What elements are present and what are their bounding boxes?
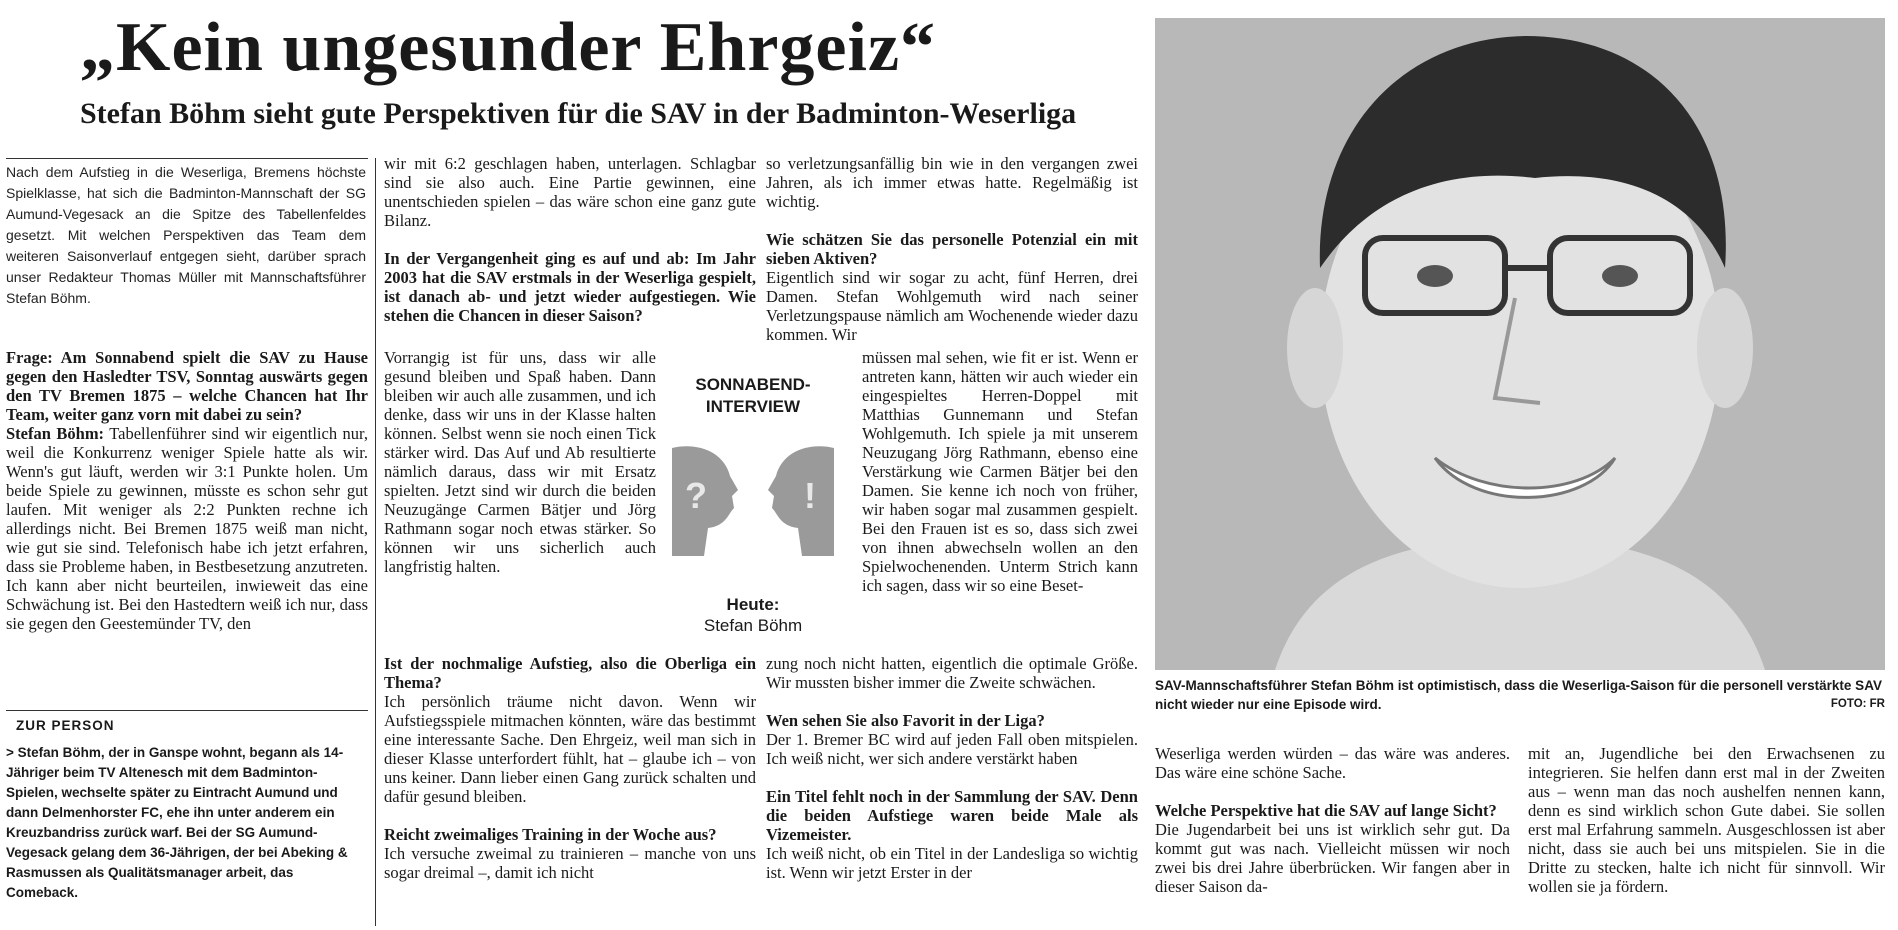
question-mark-glyph: ? [685, 475, 707, 516]
interview-today-label: Heute: [726, 595, 780, 614]
answer-8: Die Jugendarbeit bei uns ist wirklich sehr gut. Da kommt gut was nach. Vielleicht müssen wir noch zwei bis drei Jahre überbrücken. Wir fangen aber in dieser Saison da- [1155, 820, 1510, 896]
interview-box-today [668, 594, 838, 636]
column-4 [1155, 744, 1510, 896]
head-right-silhouette [768, 446, 834, 556]
person-box-text: > Stefan Böhm, der in Ganspe wohnt, begann als 14-Jähriger beim TV Altenesch mit dem Badminton-Spielen, wechselte später zu Eintracht Aumund und dann Delmenhorster FC, ehe ihn unter anderem ein Kreuzbandriss zurück warf. Bei der SG Aumund-Vegesack gelang dem 36-Jährigen, der bei Abeking & Rasmussen als Qualitätsmanager arbeit, das Comeback. [6, 745, 348, 900]
interview-today-name: Stefan Böhm [703, 616, 803, 635]
answer-4: Ich versuche zweimal zu trainieren – manche von uns sogar dreimal –, damit ich nicht [384, 844, 756, 882]
column-3-bottom [766, 654, 1138, 882]
question-1: Frage: Am Sonnabend spielt die SAV zu Hause gegen den Hasledter TSV, Sonntag auswärts gegen den TV Bremen 1875 – welche Chancen hat Ihr Team, weiter ganz vorn mit dabei zu sein? [6, 348, 368, 424]
portrait-illustration [1155, 18, 1885, 670]
person-box [6, 718, 361, 903]
speaker-label: Stefan Böhm: [6, 424, 105, 443]
column-2-bottom [384, 654, 756, 882]
answer-4-continued: so verletzungsanfällig bin wie in den vergangen zwei Jahren, als ich immer etwas hatte. Regelmäßig ist wichtig. [766, 154, 1138, 211]
column-rule-1 [375, 158, 376, 926]
answer-5-side: müssen mal sehen, wie fit er ist. Wenn er antreten kann, hätten wir auch wieder ein eingespieltes Herren-Doppel mit Matthias Gunnemann und Stefan Wohlgemuth. Ich spiele ja mit unserem Neuzugang Jörg Rathmann, ebenso eine Verstärkung wie Carmen Bätjer bei den Damen. Sie kenne ich noch von früher, wir haben sogar mal zusammen gespielt. Bei den Frauen ist es so, dass sich zwei von ihnen abwechseln wollen an den Spielwochenenden. Unterm Strich kann ich sagen, dass wir so eine Beset- [862, 348, 1138, 595]
question-5: Wie schätzen Sie das personelle Potenzial ein mit sieben Aktiven? [766, 230, 1138, 268]
photo-caption [1155, 676, 1885, 714]
answer-2: Vorrangig ist für uns, dass wir alle gesund bleiben und Spaß haben. Dann bleiben wir auch alle zusammen, und ich denke, dass wir uns in der Klasse halten können. Selbst wenn sie noch einen Tick stärker wird. Das Auf und Ab resultierte nämlich daraus, dass wir mit Ersatz spielten. Jetzt sind wir durch die beiden Neuzugänge Carmen Bätjer und Jörg Rathmann sogar noch etwas stärker. So können wir uns sicherlich auch langfristig halten. [384, 348, 656, 576]
answer-1-text: Tabellenführer sind wir eigentlich nur, weil die Konkurrenz weniger Spiele hatte als wir. Wenn's gut läuft, werden wir 3:1 Punkte holen. Um beide Spiele zu gewinnen, müsste es schon sehr gut laufen. Mit weniger als 2:2 Punkten rechne ich allerdings nicht. Bei Bremen 1875 weiß man nicht, wie gut sie sind. Telefonisch habe ich jetzt erfahren, dass sie Probleme haben, in Bestbesetzung anzutreten. Ich kann aber nicht beurteilen, inwieweit das eine Schwächung ist. Bei den Hastedtern weiß ich nur, dass sie gegen den Geestemünder TV, den [6, 424, 368, 633]
photo-caption-text: SAV-Mannschaftsführer Stefan Böhm ist optimistisch, dass die Weserliga-Saison für die personell verstärkte SAV nicht wieder nur eine Episode wird. [1155, 678, 1882, 712]
answer-5-top: Eigentlich sind wir sogar zu acht, fünf Herren, drei Damen. Stefan Wohlgemuth wird nach seiner Verletzungspause nämlich am Wochenende wieder dazu kommen. Wir [766, 268, 1138, 344]
interview-box-title: SONNABEND-INTERVIEW [695, 375, 811, 416]
photo-credit: FOTO: FR [1830, 698, 1885, 710]
column-1 [6, 348, 368, 633]
portrait-photo [1155, 18, 1885, 670]
answer-5-bottom: zung noch nicht hatten, eigentlich die optimale Größe. Wir mussten bisher immer die Zweite schwächen. [766, 654, 1138, 692]
answer-1 [6, 424, 368, 633]
intro-text: Nach dem Aufstieg in die Weserliga, Bremens höchste Spielklasse, hat sich die Badminton-Mannschaft der SG Aumund-Vegesack an die Spitze des Tabellenfeldes gesetzt. Mit welchen Perspektiven das Team dem weiteren Saisonverlauf entgegen sieht, darüber sprach unser Redakteur Thomas Müller mit Mannschaftsführer Stefan Böhm. [6, 164, 366, 306]
question-3: Ist der nochmalige Aufstieg, also die Oberliga ein Thema? [384, 654, 756, 692]
column-2-top [384, 154, 756, 325]
subheadline: Stefan Böhm sieht gute Perspektiven für die SAV in der Badminton-Weserliga [80, 97, 1077, 130]
headline: „Kein ungesunder Ehrgeiz“ [80, 9, 937, 86]
person-rule [6, 710, 368, 711]
intro-rule [6, 158, 368, 159]
answer-8-continued: mit an, Jugendliche bei den Erwachsenen zu integrieren. Sie helfen dann erst mal in der Zweiten aus – wenn man das noch aushelfen nennen kann, denn es sind wirklich schon Gute dabei. Sie sollen erst mal Erfahrung sammeln. Ausgeschlossen ist aber nicht, dass sie auch bei uns mitspielen. Sie in die Dritte zu stecken, halte ich nicht für sinnvoll. Wir wollen sie ja fördern. [1528, 744, 1885, 896]
question-7: Ein Titel fehlt noch in der Sammlung der SAV. Denn die beiden Aufstiege waren beide Male als Vizemeister. [766, 787, 1138, 844]
exclamation-mark-glyph: ! [804, 475, 816, 516]
column-5 [1528, 744, 1885, 896]
person-box-title: ZUR PERSON [16, 718, 115, 733]
answer-7: Ich weiß nicht, ob ein Titel in der Landesliga so wichtig ist. Wenn wir jetzt Erster in der [766, 844, 1138, 882]
question-6: Wen sehen Sie also Favorit in der Liga? [766, 711, 1045, 730]
column-3-top [766, 154, 1138, 344]
answer-1-continued: wir mit 6:2 geschlagen haben, unterlagen. Schlagbar sind sie also auch. Eine Partie gewinnen, eine unentschieden spielen – das wäre schon eine ganz gute Bilanz. [384, 154, 756, 230]
answer-7-continued: Weserliga werden würden – das wäre was anderes. Das wäre eine schöne Sache. [1155, 744, 1510, 782]
answer-6: Der 1. Bremer BC wird auf jeden Fall oben mitspielen. Ich weiß nicht, wer sich andere verstärkt haben [766, 730, 1138, 768]
question-2: In der Vergangenheit ging es auf und ab: Im Jahr 2003 hat die SAV erstmals in der Weserliga gespielt, ist danach ab- und jetzt wieder aufgestiegen. Wie stehen die Chancen in dieser Saison? [384, 249, 756, 325]
question-8: Welche Perspektive hat die SAV auf lange Sicht? [1155, 801, 1497, 820]
question-4: Reicht zweimaliges Training in der Woche aus? [384, 825, 717, 844]
interview-heads-icon [668, 442, 838, 562]
answer-3: Ich persönlich träume nicht davon. Wenn wir Aufstiegsspiele mitmachen könnten, wäre das bestimmt eine interessante Sache. Den Ehrgeiz, weil man sich in dieser Klasse unterfordert fühlt, hat – glaube ich – von uns keiner. Dann lieber einen Gang zurück schalten und dafür gesund bleiben. [384, 692, 756, 806]
